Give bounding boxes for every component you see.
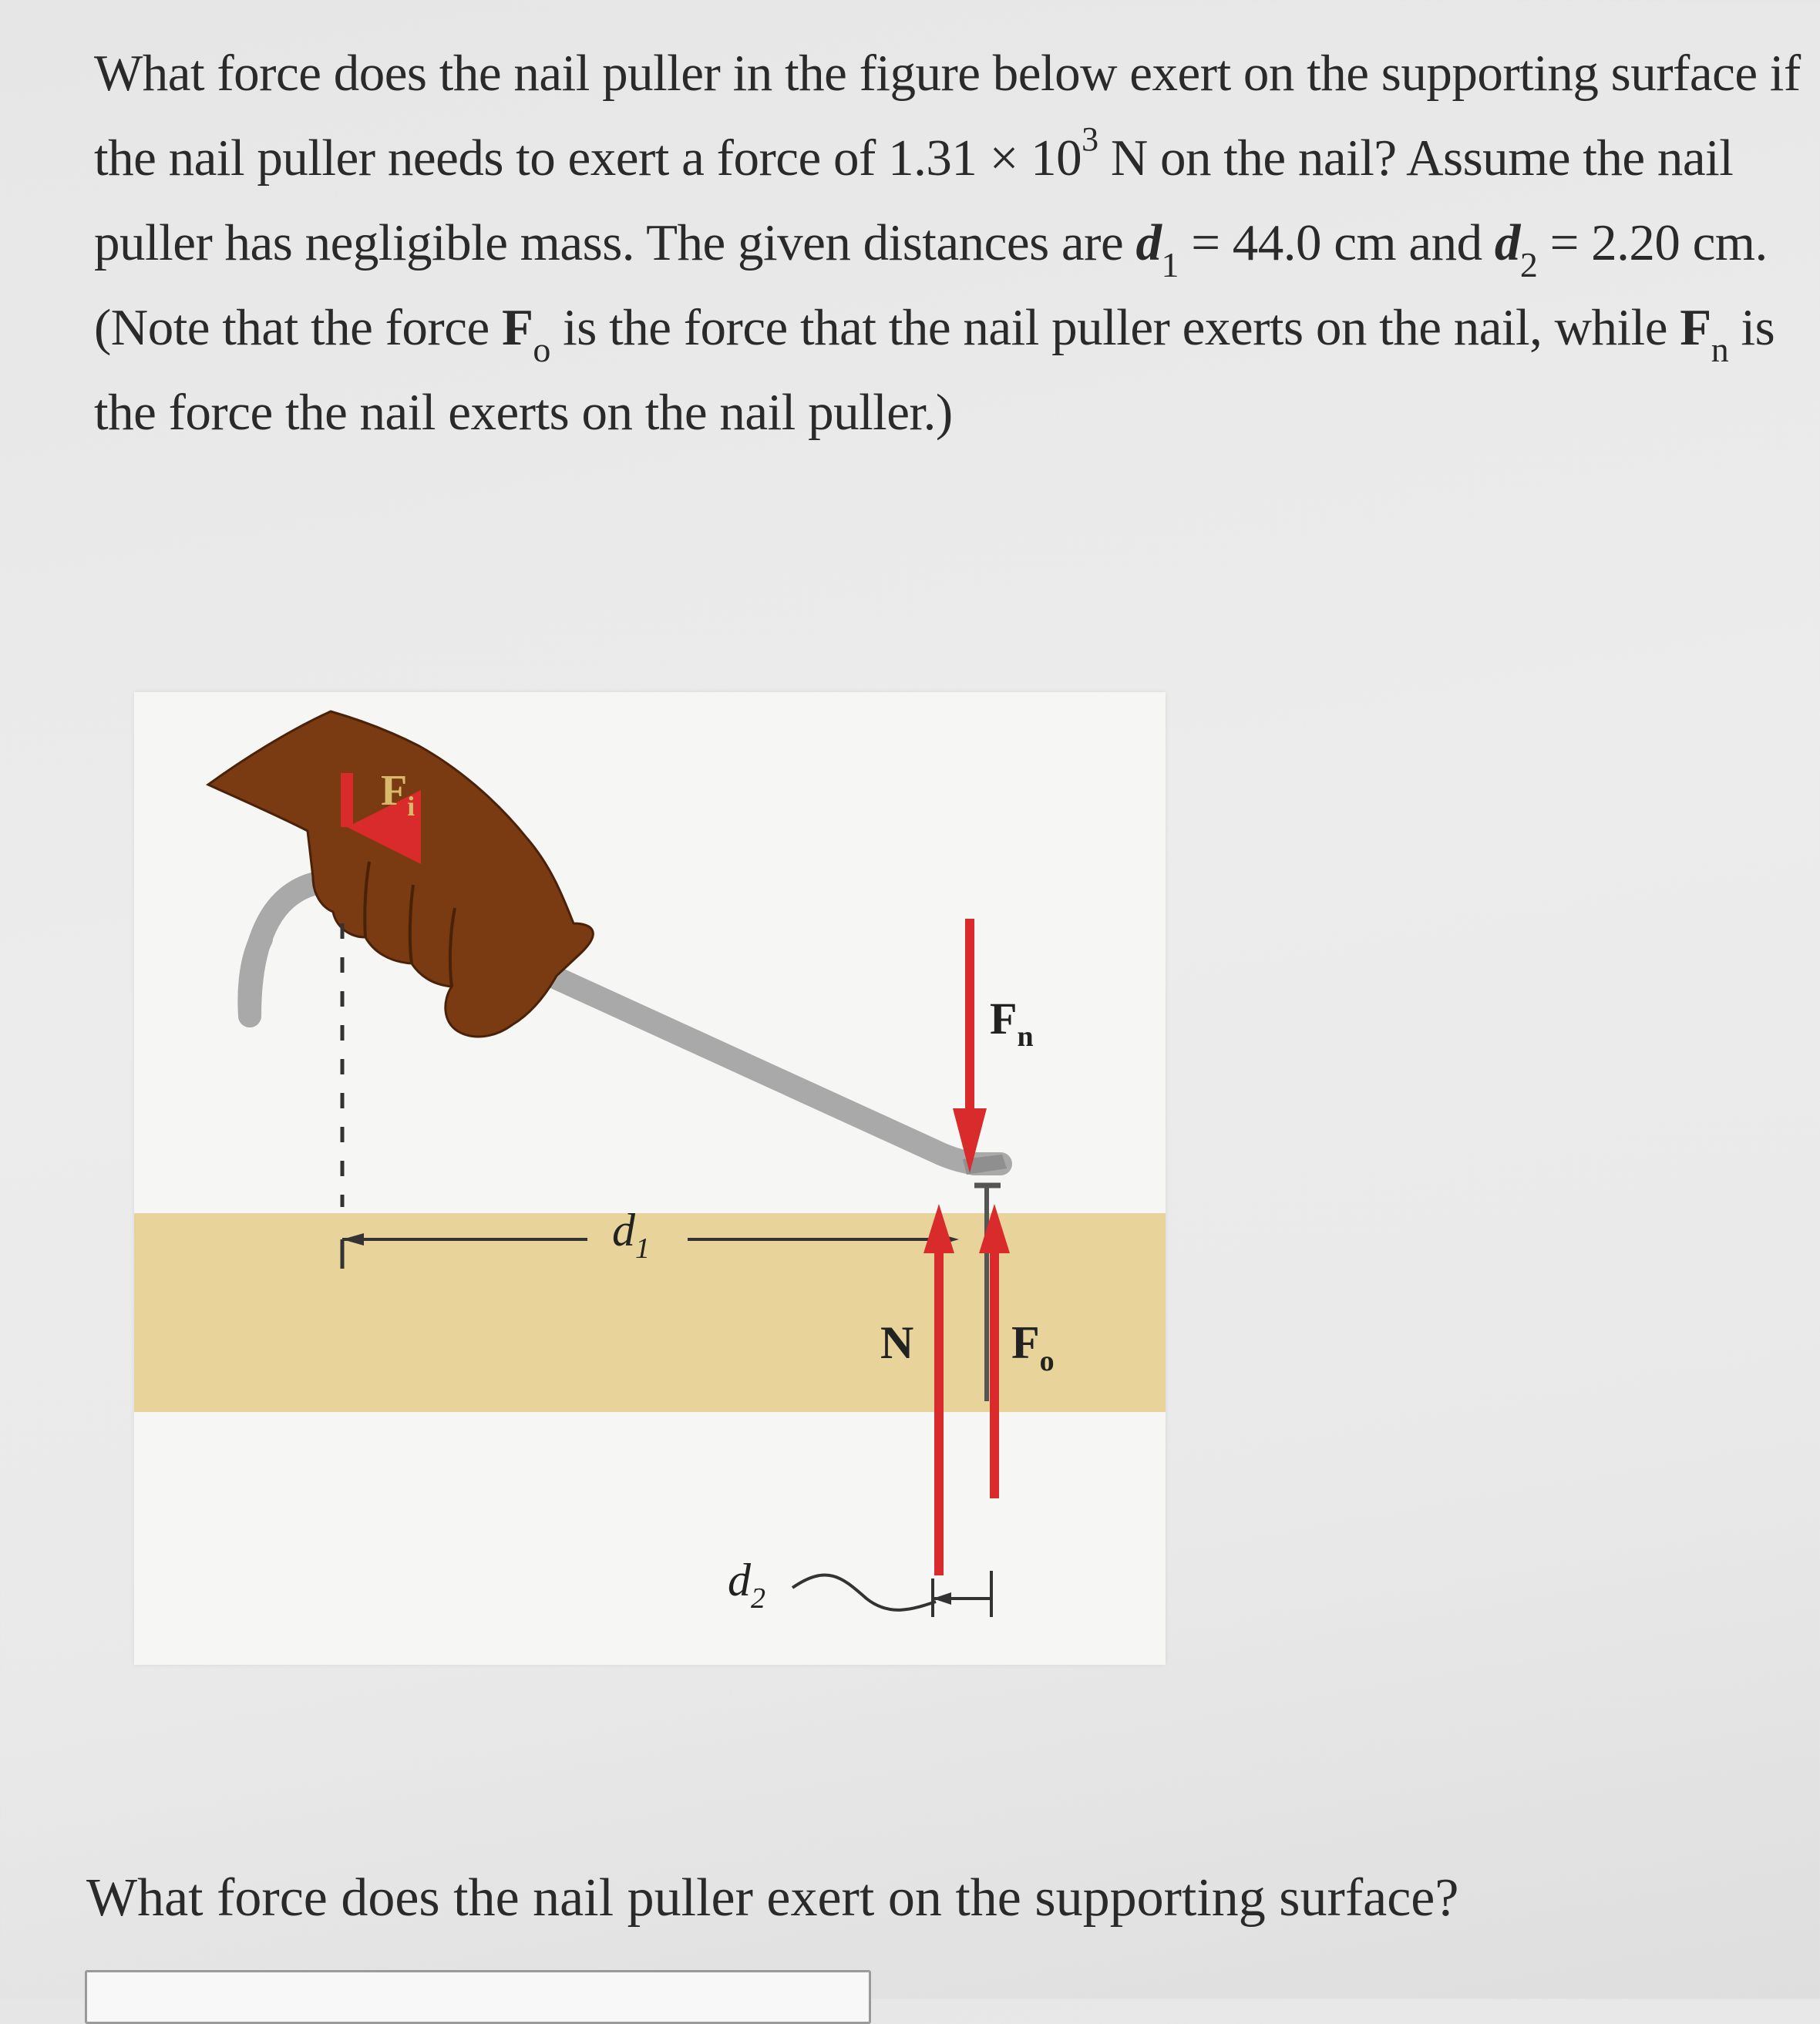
question-part1: What force does the nail puller in the figure below exert on the supporting surface if the nail puller needs to exert a force of 1.31 × 10: [94, 45, 1801, 187]
d1-symbol: d: [1135, 214, 1162, 271]
n-label: N: [880, 1317, 914, 1368]
answer-input[interactable]: [85, 1970, 871, 2024]
question-part2: N on the nail? Assume the nail puller has negligible mass. The given distances are: [94, 129, 1734, 271]
fo-symbol: F: [501, 299, 533, 356]
fo-subscript: o: [533, 330, 550, 369]
fn-subscript: n: [1711, 330, 1729, 369]
fo-label: $F_o$: [1011, 1317, 1055, 1377]
d1-label: $d_1$: [612, 1205, 650, 1265]
question-exponent: 3: [1082, 120, 1098, 158]
fn-symbol: F: [1680, 299, 1711, 356]
nail-puller-figure: [134, 692, 1166, 1665]
question-part4: = 2.20 cm. (Note that the force: [94, 214, 1768, 356]
d1-subscript: 1: [1161, 245, 1179, 284]
d2-leader-curve: [792, 1575, 936, 1610]
supporting-surface: [134, 1213, 1166, 1412]
fn-label: $F_n$: [990, 994, 1034, 1053]
question-part3: = 44.0 cm and: [1178, 214, 1495, 271]
question-text: [94, 31, 1813, 455]
question-part5: is the force that the nail puller exerts on the nail, while: [550, 299, 1680, 356]
hand-icon: [208, 711, 593, 1037]
question-part6: is the force the nail exerts on the nail puller.): [94, 299, 1775, 441]
fi-label: $F_i$: [381, 767, 415, 822]
d2-symbol: d: [1494, 214, 1520, 271]
d2-label: $d_2$: [728, 1555, 765, 1615]
d2-subscript: 2: [1519, 245, 1538, 284]
nail-puller-diagram: [134, 692, 1166, 1665]
answer-prompt: What force does the nail puller exert on the supporting surface?: [86, 1868, 1459, 1928]
